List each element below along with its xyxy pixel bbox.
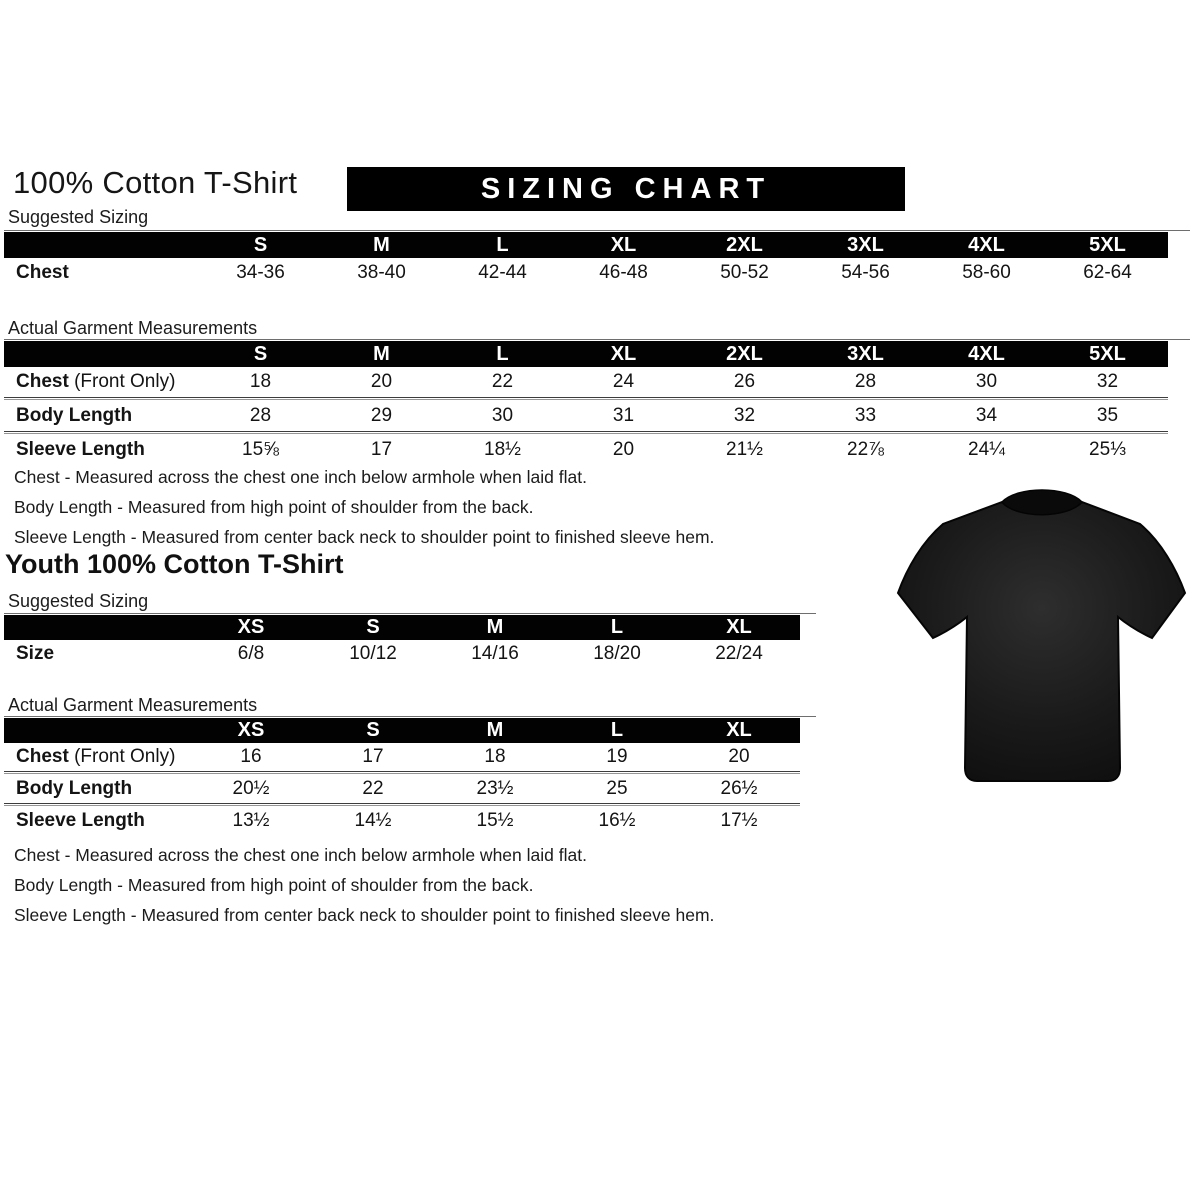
table-header-row — [4, 341, 1168, 367]
measurement-value: 33 — [854, 405, 877, 426]
measurement-value: 16 — [240, 746, 262, 767]
youth-suggested-sizing-table — [4, 615, 800, 668]
measurement-value: 54-56 — [841, 262, 890, 283]
divider-line — [4, 613, 816, 614]
sizing-chart-banner: SIZING CHART — [347, 167, 905, 211]
measurement-value: 22 — [362, 778, 384, 799]
measurement-value: 28 — [249, 405, 272, 426]
size-column-header: 5XL — [1089, 343, 1126, 365]
measurement-value: 14/16 — [471, 643, 519, 664]
row-label-text: Chest — [16, 371, 69, 392]
measurement-value: 16½ — [598, 810, 636, 831]
header-spacer — [4, 341, 200, 367]
measurement-value: 58-60 — [962, 262, 1011, 283]
measurement-value: 31 — [612, 405, 635, 426]
measurement-value: 10/12 — [349, 643, 397, 664]
measurement-value: 26 — [733, 371, 756, 392]
table-row — [4, 807, 800, 835]
measurement-value: 35 — [1096, 405, 1119, 426]
measurement-value: 24 — [612, 371, 635, 392]
youth-actual-measurements-label: Actual Garment Measurements — [8, 695, 258, 715]
size-column-header: XL — [726, 719, 752, 741]
size-column-header: L — [496, 234, 509, 256]
measurement-value: 62-64 — [1083, 262, 1132, 283]
table-row — [4, 367, 1168, 397]
measurement-value: 18½ — [484, 439, 521, 460]
adult-actual-measurements-label: Actual Garment Measurements — [8, 318, 258, 338]
size-column-header: L — [496, 343, 509, 365]
measurement-value: 28 — [854, 371, 877, 392]
measurement-value: 17½ — [720, 810, 758, 831]
measurement-value: 29 — [370, 405, 393, 426]
table-header-row — [4, 232, 1168, 258]
measurement-value: 50-52 — [720, 262, 769, 283]
row-label-suffix: (Front Only) — [68, 746, 176, 767]
youth-actual-measurements-table — [4, 718, 800, 835]
measurement-value: 22 — [491, 371, 514, 392]
adult-actual-measurements-table — [4, 341, 1168, 465]
measurement-note: Sleeve Length - Measured from center back neck to shoulder point to finished sleeve hem. — [14, 527, 715, 547]
row-label-text: Sleeve Length — [16, 439, 145, 460]
header-spacer — [4, 232, 200, 258]
measurement-value: 17 — [370, 439, 393, 460]
measurement-note: Sleeve Length - Measured from center back neck to shoulder point to finished sleeve hem. — [14, 905, 715, 925]
size-column-header: S — [253, 343, 268, 365]
row-label-text: Sleeve Length — [16, 810, 145, 831]
measurement-value: 22⅞ — [847, 439, 884, 460]
table-row — [4, 435, 1168, 465]
adult-section-title: 100% Cotton T-Shirt — [13, 165, 298, 200]
size-column-header: L — [610, 616, 624, 638]
measurement-note: Body Length - Measured from high point of shoulder from the back. — [14, 497, 534, 517]
size-column-header: M — [486, 616, 504, 638]
measurement-value: 21½ — [726, 439, 763, 460]
row-label-text: Size — [16, 643, 55, 664]
measurement-value: 25⅓ — [1089, 439, 1126, 460]
row-label — [4, 775, 190, 803]
table-row — [4, 743, 800, 771]
row-label-text: Body Length — [16, 778, 133, 799]
size-column-header: 2XL — [726, 343, 763, 365]
size-column-header: 2XL — [726, 234, 763, 256]
measurement-value: 24¼ — [968, 439, 1005, 460]
measurement-value: 26½ — [720, 778, 758, 799]
measurement-value: 42-44 — [478, 262, 527, 283]
size-column-header: L — [610, 719, 624, 741]
table-row — [4, 640, 800, 668]
row-label — [4, 640, 190, 668]
measurement-value: 46-48 — [599, 262, 648, 283]
row-label — [4, 743, 190, 771]
size-column-header: XS — [237, 616, 265, 638]
header-spacer — [4, 718, 190, 743]
size-column-header: 4XL — [968, 234, 1005, 256]
measurement-note: Chest - Measured across the chest one inch below armhole when laid flat. — [14, 845, 587, 865]
size-column-header: S — [366, 719, 380, 741]
table-header-row — [4, 718, 800, 743]
measurement-value: 23½ — [476, 778, 514, 799]
youth-suggested-sizing-label: Suggested Sizing — [8, 591, 149, 611]
measurement-value: 14½ — [354, 810, 392, 831]
measurement-value: 34-36 — [236, 262, 285, 283]
divider-line — [4, 716, 816, 717]
size-column-header: M — [486, 719, 504, 741]
divider-line — [4, 230, 1190, 231]
size-column-header: 5XL — [1089, 234, 1126, 256]
row-label-text: Chest — [16, 746, 69, 767]
measurement-value: 6/8 — [237, 643, 265, 664]
measurement-value: 30 — [975, 371, 998, 392]
measurement-value: 32 — [1096, 371, 1119, 392]
size-column-header: XL — [610, 343, 637, 365]
measurement-value: 20 — [728, 746, 750, 767]
measurement-value: 20 — [370, 371, 393, 392]
measurement-value: 22/24 — [715, 643, 763, 664]
measurement-value: 15½ — [476, 810, 514, 831]
tshirt-body — [898, 502, 1185, 781]
measurement-value: 19 — [606, 746, 628, 767]
measurement-value: 17 — [362, 746, 384, 767]
measurement-value: 20 — [612, 439, 635, 460]
size-column-header: XL — [726, 616, 752, 638]
black-tshirt-photo — [888, 476, 1195, 806]
row-label-text: Chest — [16, 262, 69, 283]
row-label-suffix: (Front Only) — [68, 371, 176, 392]
measurement-value: 18 — [484, 746, 506, 767]
measurement-value: 18/20 — [593, 643, 641, 664]
size-column-header: 3XL — [847, 343, 884, 365]
measurement-value: 15⅝ — [242, 439, 279, 460]
header-spacer — [4, 615, 190, 640]
table-row — [4, 258, 1168, 288]
measurement-note: Chest - Measured across the chest one inch below armhole when laid flat. — [14, 467, 587, 487]
row-label — [4, 258, 200, 288]
size-column-header: XL — [610, 234, 637, 256]
measurement-value: 18 — [249, 371, 272, 392]
table-row — [4, 775, 800, 803]
table-header-row — [4, 615, 800, 640]
size-column-header: 4XL — [968, 343, 1005, 365]
youth-section-title: Youth 100% Cotton T-Shirt — [5, 549, 344, 579]
row-label — [4, 435, 200, 465]
measurement-value: 38-40 — [357, 262, 406, 283]
size-column-header: M — [373, 234, 390, 256]
measurement-note: Body Length - Measured from high point of shoulder from the back. — [14, 875, 534, 895]
adult-suggested-sizing-label: Suggested Sizing — [8, 207, 149, 227]
youth-measurement-notes — [14, 840, 714, 930]
row-label — [4, 807, 190, 835]
measurement-value: 20½ — [232, 778, 270, 799]
divider-line — [4, 339, 1190, 340]
row-label — [4, 367, 200, 397]
measurement-value: 30 — [491, 405, 514, 426]
size-column-header: 3XL — [847, 234, 884, 256]
adult-suggested-sizing-table — [4, 232, 1168, 288]
table-row — [4, 401, 1168, 431]
measurement-value: 25 — [606, 778, 628, 799]
row-label — [4, 401, 200, 431]
row-label-text: Body Length — [16, 405, 133, 426]
size-column-header: XS — [237, 719, 265, 741]
measurement-value: 34 — [975, 405, 998, 426]
size-column-header: M — [373, 343, 390, 365]
size-column-header: S — [253, 234, 268, 256]
measurement-value: 32 — [733, 405, 756, 426]
measurement-value: 13½ — [232, 810, 270, 831]
adult-measurement-notes — [14, 462, 714, 552]
size-column-header: S — [366, 616, 380, 638]
